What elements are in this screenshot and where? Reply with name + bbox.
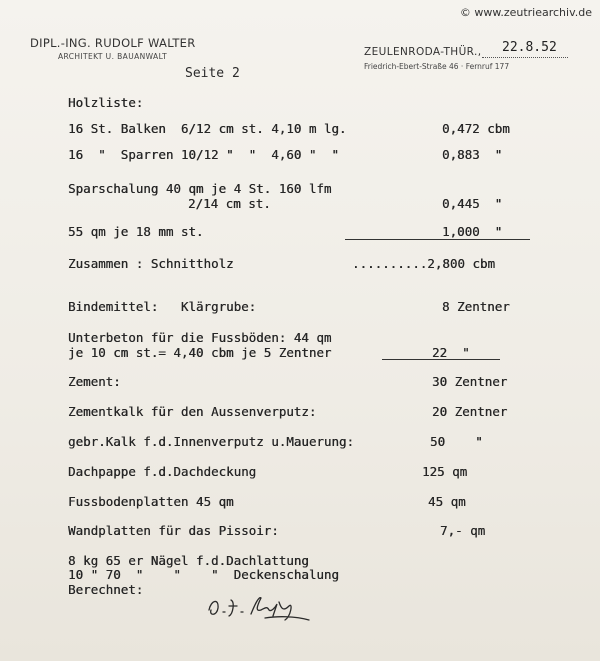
document-date: 22.8.52	[502, 40, 557, 55]
letterhead-name: DIPL.-ING. RUDOLF WALTER	[30, 36, 196, 50]
line-fussbodenplatten: Fussbodenplatten 45 qm	[68, 494, 234, 509]
line-unterbeton-2: je 10 cm st.= 4,40 cbm je 5 Zentner	[68, 345, 332, 360]
handwritten-signature	[205, 588, 315, 624]
value-sparren: 0,883 "	[442, 147, 503, 162]
line-zement: Zement:	[68, 374, 121, 389]
line-berechnet: Berechnet:	[68, 582, 144, 597]
line-balken: 16 St. Balken 6/12 cm st. 4,10 m lg.	[68, 121, 347, 136]
line-naegel-70: 10 " 70 " " " Deckenschalung	[68, 567, 339, 582]
line-naegel-65: 8 kg 65 er Nägel f.d.Dachlattung	[68, 553, 309, 568]
line-zusammen: Zusammen : Schnittholz	[68, 256, 234, 271]
value-bindemittel: 8 Zentner	[442, 299, 510, 314]
sum-rule	[345, 239, 530, 240]
line-unterbeton: Unterbeton für die Fussböden: 44 qm	[68, 330, 332, 345]
watermark: © www.zeutriearchiv.de	[459, 6, 592, 19]
unterbeton-rule	[382, 359, 500, 360]
line-wandplatten: Wandplatten für das Pissoir:	[68, 523, 279, 538]
line-zementkalk: Zementkalk für den Aussenverputz:	[68, 404, 317, 419]
value-kalk: 50 "	[430, 434, 483, 449]
line-sparschalung-2: 2/14 cm st.	[188, 196, 271, 211]
letterhead-title: ARCHITEKT U. BAUANWALT	[58, 52, 168, 61]
letterhead-address: Friedrich-Ebert-Straße 46 · Fernruf 177	[364, 62, 510, 71]
value-55qm: 1,000 "	[442, 224, 503, 239]
value-fussbodenplatten: 45 qm	[428, 494, 466, 509]
line-dachpappe: Dachpappe f.d.Dachdeckung	[68, 464, 257, 479]
line-sparschalung: Sparschalung 40 qm je 4 St. 160 lfm	[68, 181, 332, 196]
value-zementkalk: 20 Zentner	[432, 404, 508, 419]
value-dachpappe: 125 qm	[422, 464, 468, 479]
value-wandplatten: 7,- qm	[440, 523, 486, 538]
page-number: Seite 2	[185, 66, 240, 81]
line-bindemittel: Bindemittel: Klärgrube:	[68, 299, 257, 314]
value-balken: 0,472 cbm	[442, 121, 510, 136]
line-55qm: 55 qm je 18 mm st.	[68, 224, 204, 239]
line-sparren: 16 " Sparren 10/12 " " 4,60 " "	[68, 147, 339, 162]
value-zement: 30 Zentner	[432, 374, 508, 389]
value-zusammen: ..........2,800 cbm	[352, 256, 495, 271]
date-underline	[482, 57, 568, 58]
list-heading: Holzliste:	[68, 95, 144, 110]
value-unterbeton: 22 "	[432, 345, 470, 360]
line-kalk: gebr.Kalk f.d.Innenverputz u.Mauerung:	[68, 434, 354, 449]
letterhead-city: ZEULENRODA-THÜR.,	[364, 46, 482, 58]
value-sparschalung: 0,445 "	[442, 196, 503, 211]
